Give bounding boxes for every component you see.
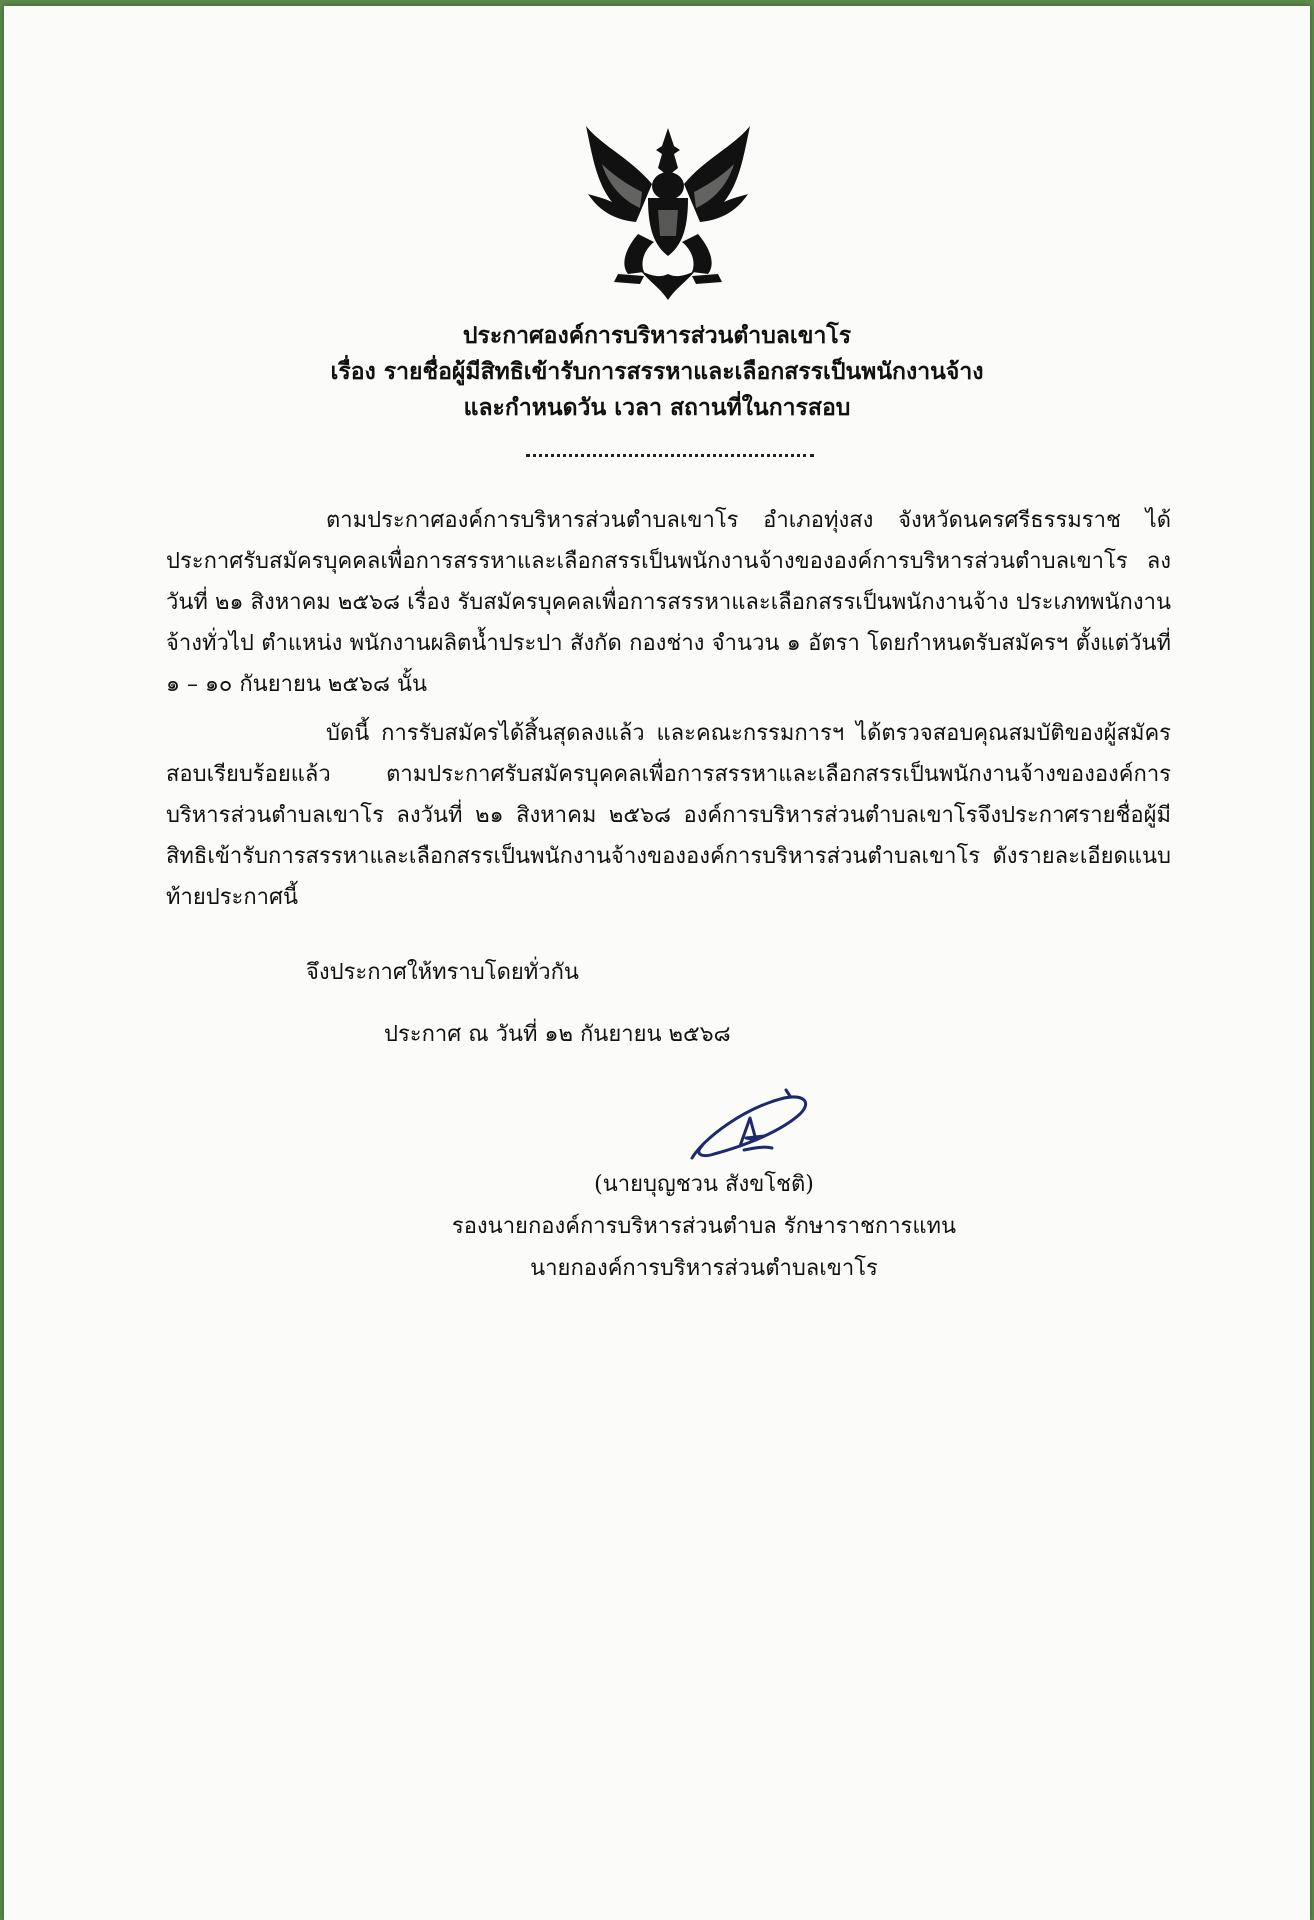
signer-position-block-2 (424, 1248, 984, 1289)
announcement-line: จึงประกาศให้ทราบโดยทั่วกัน (306, 960, 579, 985)
signer-position-1: รองนายกองค์การบริหารส่วนตำบล รักษาราชการแทน (451, 1214, 957, 1239)
garuda-emblem-icon (582, 124, 754, 304)
signer-name-block (424, 1164, 984, 1205)
handwritten-signature-icon (684, 1088, 814, 1168)
body-paragraph-1: ตามประกาศองค์การบริหารส่วนตำบลเขาโร อำเภอทุ่งสง จังหวัดนครศรีธรรมราช ได้ประกาศรับสมัครบุคคลเพื่อการสรรหาและเลือกสรรเป็นพนักงานจ้างขององค์การบริหารส่วนตำบลเขาโร ลงวันที่ ๒๑ สิงหาคม ๒๕๖๘ เรื่อง รับสมัครบุคคลเพื่อการสรรหาและเลือกสรรเป็นพนักงานจ้าง ประเภทพนักงานจ้างทั่วไป ตำแหน่ง พนักงานผลิตน้ำประปา สังกัด กองช่าง จำนวน ๑ อัตรา โดยกำหนดรับสมัครฯ ตั้งแต่วันที่ ๑ – ๑๐ กันยายน ๒๕๖๘ นั้น (166, 508, 1171, 697)
signer-position-block-1 (424, 1206, 984, 1247)
signer-position-2: นายกองค์การบริหารส่วนตำบลเขาโร (530, 1256, 878, 1281)
signer-name: (นายบุญชวน สังขโชติ) (594, 1172, 814, 1197)
body-paragraph-2: บัดนี้ การรับสมัครได้สิ้นสุดลงแล้ว และคณะกรรมการฯ ได้ตรวจสอบคุณสมบัติของผู้สมัครสอบเรียบร้อยแล้ว ตามประกาศรับสมัครบุคคลเพื่อการสรรหาและเลือกสรรเป็นพนักงานจ้างขององค์การบริหารส่วนตำบลเขาโร ลงวันที่ ๒๑ สิงหาคม ๒๕๖๘ องค์การบริหารส่วนตำบลเขาโรจึงประกาศรายชื่อผู้มีสิทธิเข้ารับการสรรหาและเลือกสรรเป็นพนักงานจ้างขององค์การบริหารส่วนตำบลเขาโร ดังรายละเอียดแนบท้ายประกาศนี้ (166, 721, 1171, 910)
document-title (4, 318, 1310, 426)
title-line-3: และกำหนดวัน เวลา สถานที่ในการสอบ (463, 395, 851, 421)
dotted-divider (526, 454, 814, 461)
title-line-1: ประกาศองค์การบริหารส่วนตำบลเขาโร (462, 323, 852, 349)
document-page (4, 6, 1310, 1920)
announcement-date: ประกาศ ณ วันที่ ๑๒ กันยายน ๒๕๖๘ (384, 1022, 731, 1047)
title-line-2: เรื่อง รายชื่อผู้มีสิทธิเข้ารับการสรรหาและเลือกสรรเป็นพนักงานจ้าง (330, 359, 984, 385)
